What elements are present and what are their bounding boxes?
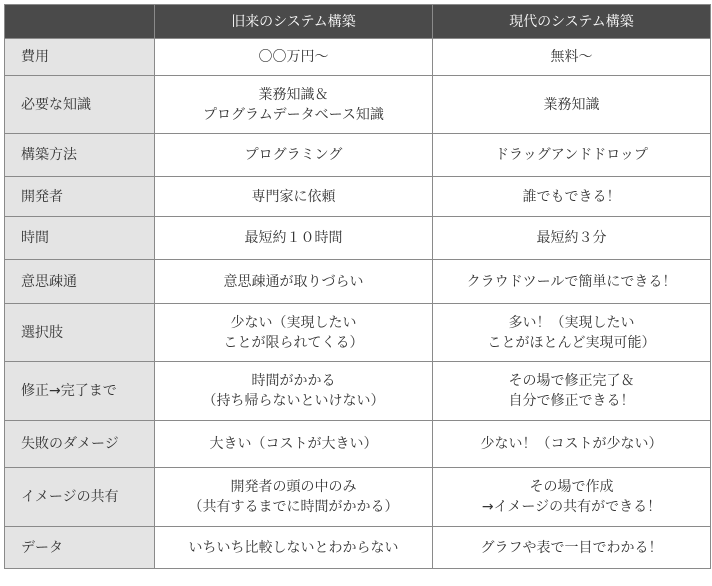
table-row <box>5 468 711 527</box>
table-row <box>5 177 711 217</box>
row-label: イメージの共有 <box>5 468 155 527</box>
cell-line: （持ち帰らないといけない） <box>202 393 385 409</box>
cell-line: 意思疎通が取りづらい <box>223 273 364 290</box>
old-system-cell <box>155 527 433 569</box>
table-header <box>5 5 711 39</box>
old-system-cell <box>155 468 433 527</box>
cell-line: その場で作成 <box>529 479 614 495</box>
table-row <box>5 362 711 421</box>
cell-line: 最短約３分 <box>536 230 607 246</box>
old-system-cell <box>155 134 433 177</box>
old-system-cell <box>155 362 433 421</box>
cell-line: ドラッグアンドドロップ <box>495 147 648 163</box>
row-label: データ <box>5 527 155 569</box>
row-label: 構築方法 <box>5 134 155 177</box>
cell-line: グラフや表で一目でわかる！ <box>480 539 663 556</box>
new-system-cell <box>433 260 711 304</box>
new-system-cell <box>433 304 711 362</box>
row-label: 選択肢 <box>5 304 155 362</box>
new-system-cell <box>433 421 711 468</box>
new-system-cell <box>433 527 711 569</box>
old-system-cell <box>155 217 433 260</box>
old-system-cell <box>155 76 433 134</box>
table-row <box>5 39 711 76</box>
row-label: 費用 <box>5 39 155 76</box>
new-system-cell <box>433 39 711 76</box>
cell-line: プログラミング <box>244 147 343 163</box>
old-system-cell <box>155 304 433 362</box>
row-label: 必要な知識 <box>5 76 155 134</box>
old-system-cell <box>155 421 433 468</box>
cell-line: （共有するまでに時間がかかる） <box>188 499 399 515</box>
cell-line: 時間がかかる <box>251 373 336 389</box>
table-row <box>5 76 711 134</box>
cell-line: ことがほとんど実現可能） <box>487 334 656 351</box>
cell-line: いちいち比較しないとわからない <box>188 539 399 556</box>
cell-line: 業務知識 <box>543 96 600 113</box>
header-row <box>5 5 711 39</box>
cell-line: →イメージの共有ができる！ <box>481 499 662 515</box>
table-body <box>5 39 711 569</box>
old-system-cell <box>155 177 433 217</box>
header-new-system: 現代のシステム構築 <box>433 5 711 39</box>
table-row <box>5 527 711 569</box>
comparison-table <box>4 4 711 569</box>
row-label: 時間 <box>5 217 155 260</box>
header-old-system: 旧来のシステム構築 <box>155 5 433 39</box>
new-system-cell <box>433 217 711 260</box>
cell-line: 無料〜 <box>550 49 593 65</box>
cell-line: 誰でもできる！ <box>522 188 621 205</box>
new-system-cell <box>433 76 711 134</box>
cell-line: その場で修正完了＆ <box>508 373 635 389</box>
new-system-cell <box>433 468 711 527</box>
table-row <box>5 304 711 362</box>
header-corner-cell <box>5 5 155 39</box>
table-row <box>5 421 711 468</box>
row-label: 意思疎通 <box>5 260 155 304</box>
row-label: 開発者 <box>5 177 155 217</box>
cell-line: 自分で修正できる！ <box>508 393 635 409</box>
old-system-cell <box>155 260 433 304</box>
cell-line: 業務知識＆ <box>258 86 329 103</box>
cell-line: 少ない（実現したい <box>230 314 357 331</box>
new-system-cell <box>433 362 711 421</box>
cell-line: 多い！（実現したい <box>508 314 635 331</box>
cell-line: 専門家に依頼 <box>251 188 336 205</box>
cell-line: 大きい（コストが大きい） <box>209 436 378 452</box>
comparison-table-container <box>4 4 711 569</box>
cell-line: 最短約１０時間 <box>244 230 343 246</box>
cell-line: 〇〇万円〜 <box>258 49 329 65</box>
row-label: 修正→完了まで <box>5 362 155 421</box>
cell-line: 少ない！（コストが少ない） <box>480 436 663 452</box>
new-system-cell <box>433 177 711 217</box>
table-row <box>5 260 711 304</box>
cell-line: プログラムデータベース知識 <box>203 106 384 123</box>
cell-line: 開発者の頭の中のみ <box>230 479 357 495</box>
row-label: 失敗のダメージ <box>5 421 155 468</box>
table-row <box>5 217 711 260</box>
table-row <box>5 134 711 177</box>
cell-line: クラウドツールで簡単にできる！ <box>466 273 677 290</box>
cell-line: ことが限られてくる） <box>223 334 364 351</box>
old-system-cell <box>155 39 433 76</box>
new-system-cell <box>433 134 711 177</box>
